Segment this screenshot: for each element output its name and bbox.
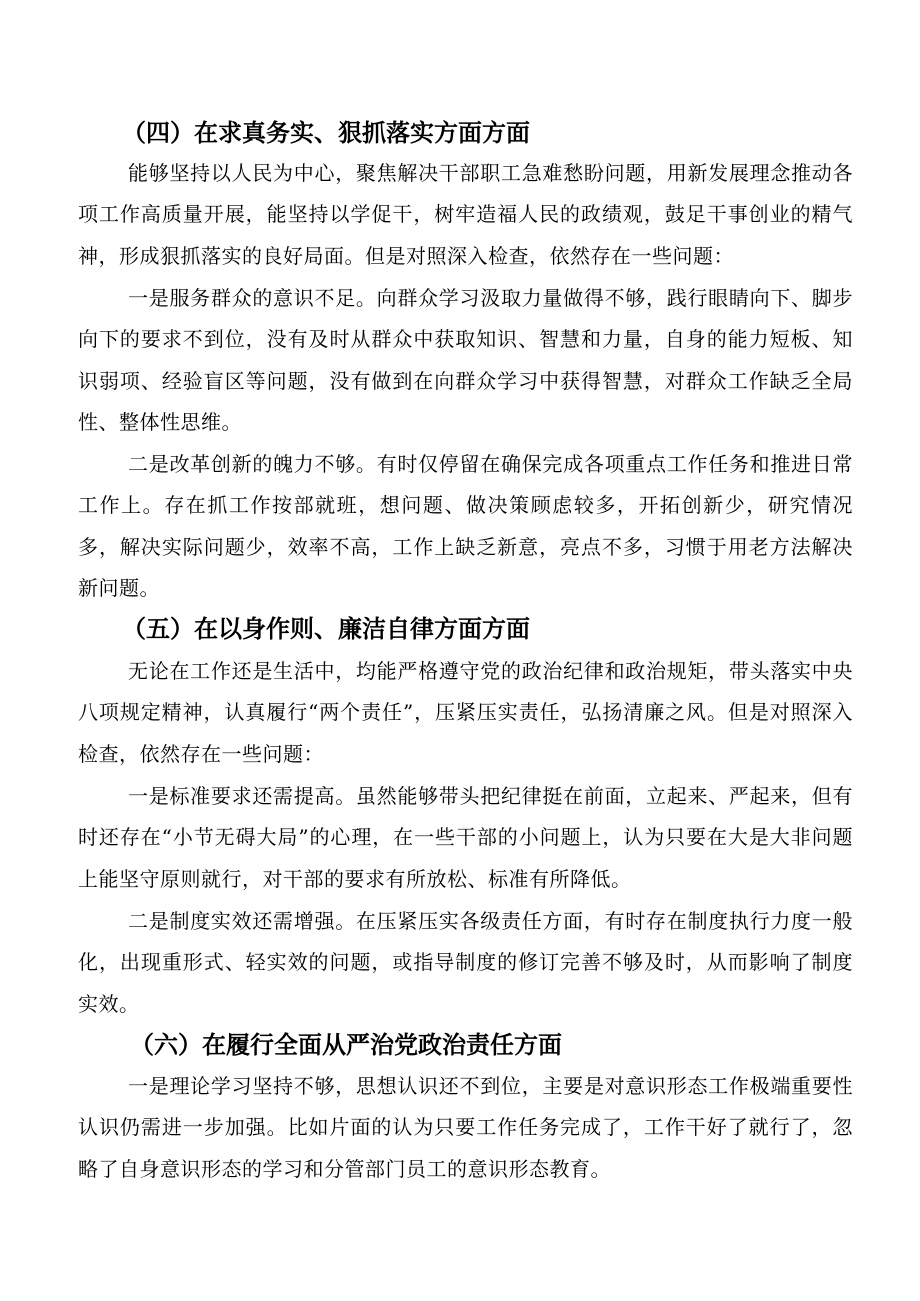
section-heading-5: （五）在以身作则、廉洁自律方面方面: [122, 615, 530, 643]
section-4-paragraph-3: 二是改革创新的魄力不够。有时仅停留在确保完成各项重点工作任务和推进日常工作上。存在抓工作按部就班，想问题、做决策顾虑较多，开拓创新少，研究情况多，解决实际问题少，效率不高，工作上缺乏新意，亮点不多，习惯于用老方法解决新问题。: [78, 452, 853, 601]
section-4-paragraph-2: 一是服务群众的意识不足。向群众学习汲取力量做得不够，践行眼睛向下、脚步向下的要求不到位，没有及时从群众中获取知识、智慧和力量，自身的能力短板、知识弱项、经验盲区等问题，没有做到在向群众学习中获得智慧，对群众工作缺乏全局性、整体性思维。: [78, 286, 853, 435]
section-6-paragraph-1: 一是理论学习坚持不够，思想认识还不到位，主要是对意识形态工作极端重要性认识仍需进一步加强。比如片面的认为只要工作任务完成了，工作干好了就行了，忽略了自身意识形态的学习和分管部门员工的意识形态教育。: [78, 1074, 853, 1181]
section-4-paragraph-1: 能够坚持以人民为中心，聚焦解决干部职工急难愁盼问题，用新发展理念推动各项工作高质量开展，能坚持以学促干，树牢造福人民的政绩观，鼓足干事创业的精气神，形成狠抓落实的良好局面。但是对照深入检查，依然存在一些问题：: [78, 161, 853, 268]
section-heading-6: （六）在履行全面从严治党政治责任方面: [130, 1031, 562, 1059]
section-5-paragraph-3: 二是制度实效还需增强。在压紧压实各级责任方面，有时存在制度执行力度一般化，出现重形式、轻实效的问题，或指导制度的修订完善不够及时，从而影响了制度实效。: [78, 909, 853, 1016]
section-5-paragraph-2: 一是标准要求还需提高。虽然能够带头把纪律挺在前面，立起来、严起来，但有时还存在“小节无碍大局”的心理，在一些干部的小问题上，认为只要在大是大非问题上能坚守原则就行，对干部的要求有所放松、标准有所降低。: [78, 784, 853, 891]
section-heading-4: （四）在求真务实、狠抓落实方面方面: [122, 119, 530, 147]
section-5-paragraph-1: 无论在工作还是生活中，均能严格遵守党的政治纪律和政治规矩，带头落实中央八项规定精神，认真履行“两个责任”，压紧压实责任，弘扬清廉之风。但是对照深入检查，依然存在一些问题：: [78, 659, 853, 766]
